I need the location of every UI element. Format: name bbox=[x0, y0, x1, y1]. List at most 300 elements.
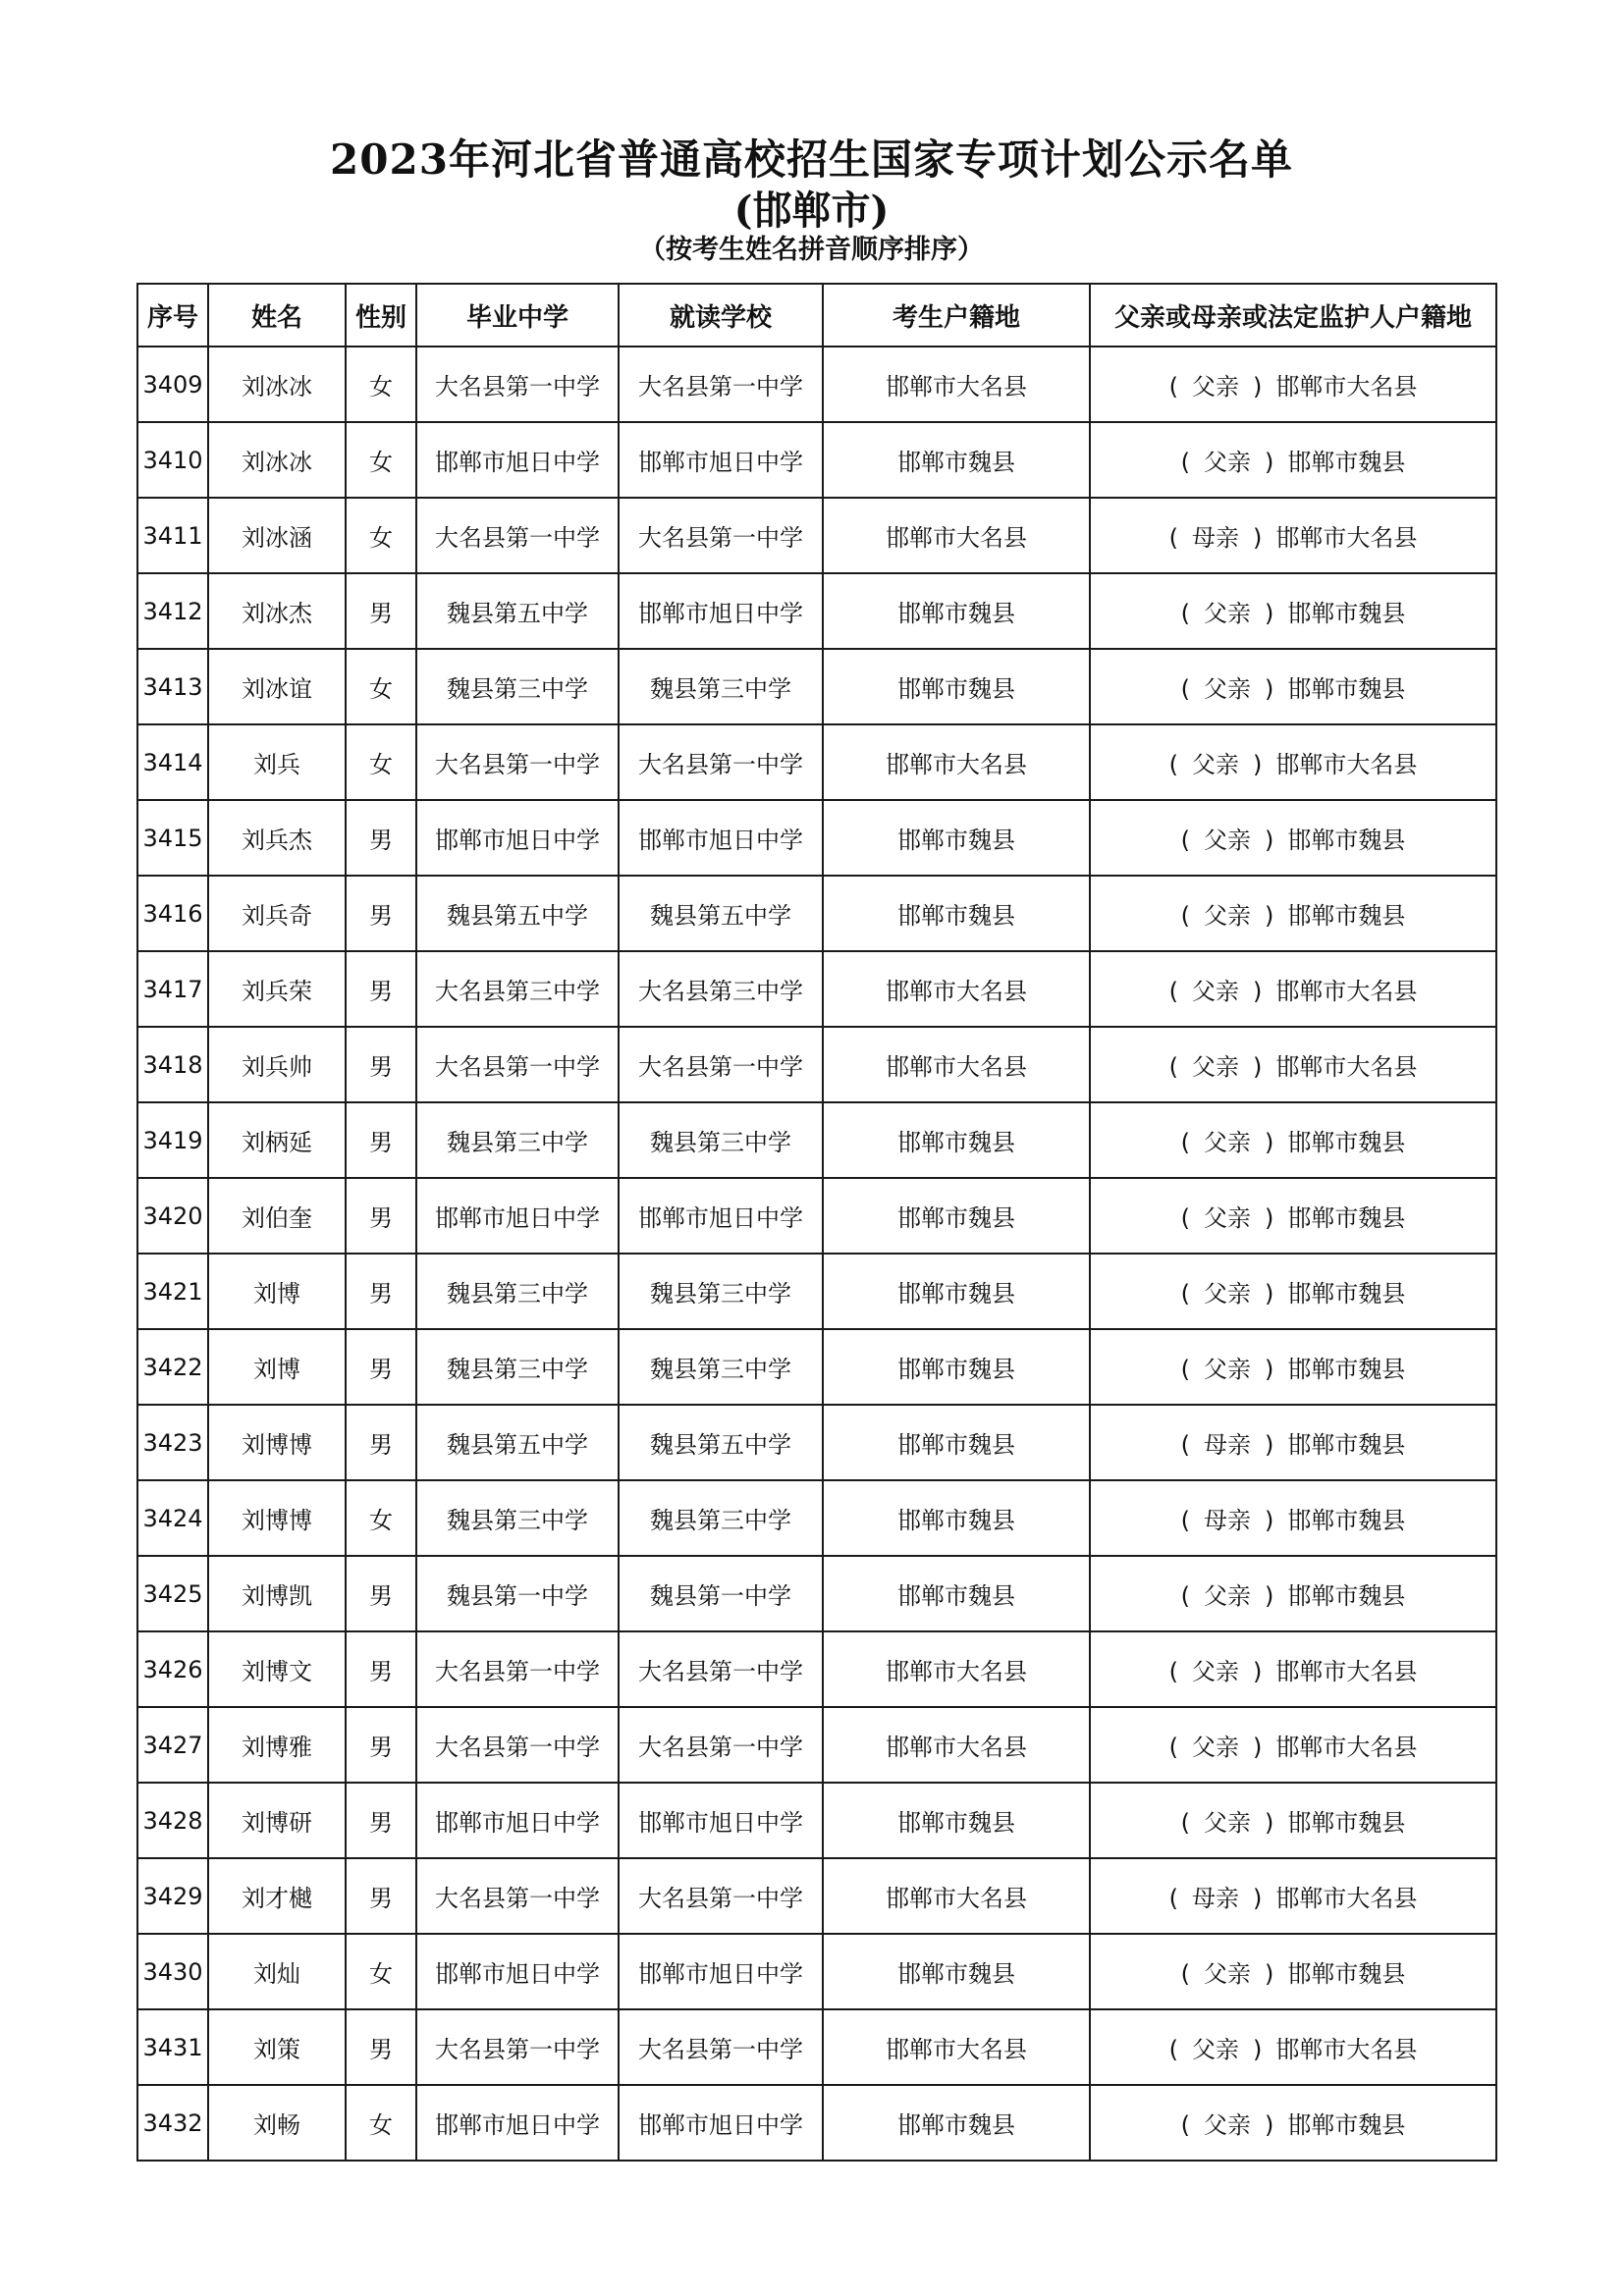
cell-gender: 男 bbox=[346, 1556, 416, 1631]
cell-gender: 男 bbox=[346, 1178, 416, 1254]
paren-close: ) bbox=[1265, 1204, 1274, 1232]
table-body bbox=[137, 347, 1496, 2161]
cell-gender: 女 bbox=[346, 498, 416, 573]
cell-grad-school: 大名县第一中学 bbox=[416, 347, 619, 422]
cell-hukou: 邯郸市魏县 bbox=[823, 1556, 1090, 1631]
cell-name: 刘才樾 bbox=[208, 1858, 346, 1934]
guardian-place: 邯郸市魏县 bbox=[1287, 902, 1406, 930]
cell-grad-school: 魏县第三中学 bbox=[416, 1329, 619, 1405]
guardian-relation: 父亲 bbox=[1204, 902, 1251, 930]
page-subtitle: (邯郸市) bbox=[733, 187, 890, 234]
paren-open: ( bbox=[1168, 1734, 1178, 1761]
cell-current-school: 魏县第三中学 bbox=[619, 1480, 823, 1556]
cell-guardian-hukou bbox=[1090, 649, 1496, 724]
guardian-place: 邯郸市魏县 bbox=[1287, 449, 1406, 476]
table-row bbox=[137, 422, 1496, 498]
cell-grad-school: 魏县第三中学 bbox=[416, 1480, 619, 1556]
cell-current-school: 大名县第一中学 bbox=[619, 347, 823, 422]
paren-open: ( bbox=[1180, 1204, 1190, 1232]
guardian-place: 邯郸市大名县 bbox=[1275, 524, 1418, 552]
cell-grad-school: 大名县第一中学 bbox=[416, 1707, 619, 1783]
cell-hukou: 邯郸市魏县 bbox=[823, 800, 1090, 876]
cell-grad-school: 大名县第一中学 bbox=[416, 724, 619, 800]
cell-grad-school: 魏县第三中学 bbox=[416, 649, 619, 724]
table-row bbox=[137, 2085, 1496, 2161]
cell-current-school: 魏县第三中学 bbox=[619, 1329, 823, 1405]
guardian-place: 邯郸市魏县 bbox=[1287, 1507, 1406, 1534]
table-row bbox=[137, 1707, 1496, 1783]
guardian-place: 邯郸市魏县 bbox=[1287, 1960, 1406, 1988]
paren-close: ) bbox=[1253, 751, 1263, 778]
paren-close: ) bbox=[1265, 1582, 1274, 1610]
cell-gender: 女 bbox=[346, 1934, 416, 2009]
guardian-relation: 父亲 bbox=[1192, 373, 1239, 400]
table-row bbox=[137, 876, 1496, 951]
cell-no: 3432 bbox=[137, 2085, 208, 2161]
table-row bbox=[137, 1480, 1496, 1556]
cell-name: 刘伯奎 bbox=[208, 1178, 346, 1254]
cell-gender: 女 bbox=[346, 649, 416, 724]
table-row bbox=[137, 649, 1496, 724]
table-row bbox=[137, 1027, 1496, 1102]
cell-name: 刘冰冰 bbox=[208, 347, 346, 422]
cell-name: 刘冰谊 bbox=[208, 649, 346, 724]
cell-name: 刘冰冰 bbox=[208, 422, 346, 498]
cell-current-school: 大名县第一中学 bbox=[619, 1631, 823, 1707]
cell-current-school: 邯郸市旭日中学 bbox=[619, 1783, 823, 1858]
cell-hukou: 邯郸市魏县 bbox=[823, 1178, 1090, 1254]
paren-close: ) bbox=[1265, 1507, 1274, 1534]
cell-no: 3411 bbox=[137, 498, 208, 573]
cell-hukou: 邯郸市魏县 bbox=[823, 422, 1090, 498]
guardian-place: 邯郸市魏县 bbox=[1287, 1809, 1406, 1837]
cell-grad-school: 邯郸市旭日中学 bbox=[416, 1783, 619, 1858]
cell-gender: 男 bbox=[346, 1102, 416, 1178]
cell-hukou: 邯郸市大名县 bbox=[823, 1707, 1090, 1783]
guardian-relation: 父亲 bbox=[1192, 1734, 1239, 1761]
guardian-relation: 母亲 bbox=[1192, 1885, 1239, 1912]
cell-current-school: 魏县第一中学 bbox=[619, 1556, 823, 1631]
guardian-relation: 父亲 bbox=[1192, 2036, 1239, 2063]
table-row bbox=[137, 498, 1496, 573]
paren-close: ) bbox=[1253, 1734, 1263, 1761]
table-row bbox=[137, 1934, 1496, 2009]
table-row bbox=[137, 1631, 1496, 1707]
guardian-place: 邯郸市魏县 bbox=[1287, 1431, 1406, 1459]
cell-current-school: 邯郸市旭日中学 bbox=[619, 1178, 823, 1254]
guardian-relation: 父亲 bbox=[1204, 1356, 1251, 1383]
guardian-relation: 父亲 bbox=[1192, 1053, 1239, 1081]
cell-guardian-hukou bbox=[1090, 498, 1496, 573]
cell-guardian-hukou bbox=[1090, 1178, 1496, 1254]
cell-guardian-hukou bbox=[1090, 1405, 1496, 1480]
cell-name: 刘博凯 bbox=[208, 1556, 346, 1631]
cell-no: 3422 bbox=[137, 1329, 208, 1405]
cell-hukou: 邯郸市魏县 bbox=[823, 1783, 1090, 1858]
cell-name: 刘博研 bbox=[208, 1783, 346, 1858]
paren-open: ( bbox=[1180, 1356, 1190, 1383]
cell-grad-school: 邯郸市旭日中学 bbox=[416, 800, 619, 876]
cell-current-school: 邯郸市旭日中学 bbox=[619, 1934, 823, 2009]
paren-close: ) bbox=[1253, 1053, 1263, 1081]
cell-name: 刘博博 bbox=[208, 1480, 346, 1556]
cell-current-school: 魏县第三中学 bbox=[619, 1102, 823, 1178]
cell-name: 刘灿 bbox=[208, 1934, 346, 2009]
cell-no: 3425 bbox=[137, 1556, 208, 1631]
cell-name: 刘博雅 bbox=[208, 1707, 346, 1783]
paren-open: ( bbox=[1180, 1129, 1190, 1156]
column-header-guardian-hukou: 父亲或母亲或法定监护人户籍地 bbox=[1090, 284, 1496, 347]
cell-grad-school: 魏县第三中学 bbox=[416, 1102, 619, 1178]
cell-gender: 男 bbox=[346, 573, 416, 649]
cell-grad-school: 魏县第三中学 bbox=[416, 1254, 619, 1329]
cell-current-school: 大名县第三中学 bbox=[619, 951, 823, 1027]
guardian-relation: 母亲 bbox=[1192, 524, 1239, 552]
table-row bbox=[137, 951, 1496, 1027]
paren-open: ( bbox=[1180, 1431, 1190, 1459]
guardian-place: 邯郸市大名县 bbox=[1275, 1734, 1418, 1761]
cell-grad-school: 魏县第五中学 bbox=[416, 573, 619, 649]
guardian-relation: 父亲 bbox=[1204, 1582, 1251, 1610]
cell-gender: 男 bbox=[346, 1631, 416, 1707]
paren-close: ) bbox=[1265, 902, 1274, 930]
cell-name: 刘博 bbox=[208, 1254, 346, 1329]
cell-hukou: 邯郸市大名县 bbox=[823, 1027, 1090, 1102]
cell-guardian-hukou bbox=[1090, 1934, 1496, 2009]
cell-grad-school: 大名县第三中学 bbox=[416, 951, 619, 1027]
cell-name: 刘兵奇 bbox=[208, 876, 346, 951]
cell-hukou: 邯郸市魏县 bbox=[823, 1329, 1090, 1405]
cell-guardian-hukou bbox=[1090, 876, 1496, 951]
guardian-relation: 父亲 bbox=[1192, 978, 1239, 1005]
cell-name: 刘柄延 bbox=[208, 1102, 346, 1178]
paren-open: ( bbox=[1180, 1507, 1190, 1534]
paren-close: ) bbox=[1253, 1658, 1263, 1685]
cell-name: 刘博博 bbox=[208, 1405, 346, 1480]
guardian-relation: 父亲 bbox=[1192, 1658, 1239, 1685]
cell-grad-school: 邯郸市旭日中学 bbox=[416, 2085, 619, 2161]
cell-name: 刘畅 bbox=[208, 2085, 346, 2161]
paren-open: ( bbox=[1168, 1885, 1178, 1912]
cell-hukou: 邯郸市魏县 bbox=[823, 1254, 1090, 1329]
column-header-grad-school: 毕业中学 bbox=[416, 284, 619, 347]
guardian-place: 邯郸市魏县 bbox=[1287, 2111, 1406, 2139]
cell-hukou: 邯郸市魏县 bbox=[823, 2085, 1090, 2161]
paren-close: ) bbox=[1253, 978, 1263, 1005]
cell-no: 3417 bbox=[137, 951, 208, 1027]
table-row bbox=[137, 1329, 1496, 1405]
table-row bbox=[137, 573, 1496, 649]
paren-open: ( bbox=[1180, 1960, 1190, 1988]
cell-current-school: 魏县第五中学 bbox=[619, 1405, 823, 1480]
paren-open: ( bbox=[1168, 1053, 1178, 1081]
paren-open: ( bbox=[1180, 675, 1190, 703]
cell-hukou: 邯郸市大名县 bbox=[823, 498, 1090, 573]
cell-name: 刘博文 bbox=[208, 1631, 346, 1707]
paren-close: ) bbox=[1265, 1356, 1274, 1383]
cell-grad-school: 大名县第一中学 bbox=[416, 1631, 619, 1707]
guardian-place: 邯郸市大名县 bbox=[1275, 1885, 1418, 1912]
guardian-place: 邯郸市魏县 bbox=[1287, 1356, 1406, 1383]
guardian-relation: 父亲 bbox=[1204, 827, 1251, 854]
table-row bbox=[137, 1556, 1496, 1631]
guardian-place: 邯郸市大名县 bbox=[1275, 978, 1418, 1005]
cell-guardian-hukou bbox=[1090, 1027, 1496, 1102]
cell-current-school: 魏县第三中学 bbox=[619, 1254, 823, 1329]
table-row bbox=[137, 347, 1496, 422]
cell-no: 3431 bbox=[137, 2009, 208, 2085]
cell-hukou: 邯郸市大名县 bbox=[823, 724, 1090, 800]
cell-current-school: 大名县第一中学 bbox=[619, 498, 823, 573]
cell-hukou: 邯郸市魏县 bbox=[823, 1102, 1090, 1178]
cell-guardian-hukou bbox=[1090, 800, 1496, 876]
guardian-relation: 父亲 bbox=[1204, 1960, 1251, 1988]
paren-close: ) bbox=[1253, 2036, 1263, 2063]
guardian-relation: 父亲 bbox=[1204, 2111, 1251, 2139]
cell-name: 刘兵 bbox=[208, 724, 346, 800]
paren-close: ) bbox=[1265, 2111, 1274, 2139]
table-row bbox=[137, 800, 1496, 876]
paren-close: ) bbox=[1265, 1431, 1274, 1459]
column-header-hukou: 考生户籍地 bbox=[823, 284, 1090, 347]
paren-open: ( bbox=[1180, 1280, 1190, 1308]
cell-no: 3409 bbox=[137, 347, 208, 422]
guardian-place: 邯郸市魏县 bbox=[1287, 1204, 1406, 1232]
guardian-place: 邯郸市大名县 bbox=[1275, 2036, 1418, 2063]
cell-no: 3418 bbox=[137, 1027, 208, 1102]
paren-open: ( bbox=[1180, 2111, 1190, 2139]
column-header-no: 序号 bbox=[137, 284, 208, 347]
table-row bbox=[137, 1858, 1496, 1934]
paren-close: ) bbox=[1253, 524, 1263, 552]
cell-grad-school: 大名县第一中学 bbox=[416, 498, 619, 573]
guardian-relation: 父亲 bbox=[1204, 1280, 1251, 1308]
cell-guardian-hukou bbox=[1090, 1480, 1496, 1556]
cell-current-school: 魏县第五中学 bbox=[619, 876, 823, 951]
cell-grad-school: 大名县第一中学 bbox=[416, 1027, 619, 1102]
paren-open: ( bbox=[1180, 902, 1190, 930]
cell-hukou: 邯郸市大名县 bbox=[823, 347, 1090, 422]
paren-close: ) bbox=[1265, 600, 1274, 627]
paren-open: ( bbox=[1180, 1582, 1190, 1610]
cell-guardian-hukou bbox=[1090, 1102, 1496, 1178]
paren-close: ) bbox=[1253, 1885, 1263, 1912]
paren-open: ( bbox=[1180, 449, 1190, 476]
cell-gender: 女 bbox=[346, 724, 416, 800]
cell-grad-school: 大名县第一中学 bbox=[416, 1858, 619, 1934]
cell-no: 3420 bbox=[137, 1178, 208, 1254]
paren-open: ( bbox=[1168, 373, 1178, 400]
cell-guardian-hukou bbox=[1090, 951, 1496, 1027]
guardian-relation: 母亲 bbox=[1204, 1431, 1251, 1459]
cell-current-school: 邯郸市旭日中学 bbox=[619, 800, 823, 876]
cell-grad-school: 邯郸市旭日中学 bbox=[416, 422, 619, 498]
cell-no: 3423 bbox=[137, 1405, 208, 1480]
guardian-place: 邯郸市魏县 bbox=[1287, 1129, 1406, 1156]
guardian-relation: 父亲 bbox=[1204, 1809, 1251, 1837]
cell-guardian-hukou bbox=[1090, 347, 1496, 422]
cell-no: 3413 bbox=[137, 649, 208, 724]
cell-hukou: 邯郸市大名县 bbox=[823, 951, 1090, 1027]
cell-current-school: 大名县第一中学 bbox=[619, 1707, 823, 1783]
cell-current-school: 魏县第三中学 bbox=[619, 649, 823, 724]
cell-guardian-hukou bbox=[1090, 1254, 1496, 1329]
cell-guardian-hukou bbox=[1090, 1707, 1496, 1783]
cell-gender: 女 bbox=[346, 347, 416, 422]
cell-grad-school: 大名县第一中学 bbox=[416, 2009, 619, 2085]
cell-grad-school: 魏县第一中学 bbox=[416, 1556, 619, 1631]
cell-no: 3430 bbox=[137, 1934, 208, 2009]
cell-guardian-hukou bbox=[1090, 573, 1496, 649]
cell-grad-school: 邯郸市旭日中学 bbox=[416, 1934, 619, 2009]
cell-name: 刘博 bbox=[208, 1329, 346, 1405]
cell-gender: 男 bbox=[346, 1329, 416, 1405]
cell-grad-school: 魏县第五中学 bbox=[416, 1405, 619, 1480]
cell-current-school: 邯郸市旭日中学 bbox=[619, 573, 823, 649]
cell-name: 刘兵荣 bbox=[208, 951, 346, 1027]
guardian-place: 邯郸市魏县 bbox=[1287, 675, 1406, 703]
paren-open: ( bbox=[1180, 600, 1190, 627]
sort-note: （按考生姓名拼音顺序排序） bbox=[639, 235, 984, 265]
guardian-place: 邯郸市大名县 bbox=[1275, 373, 1418, 400]
guardian-place: 邯郸市大名县 bbox=[1275, 1658, 1418, 1685]
cell-gender: 男 bbox=[346, 1707, 416, 1783]
cell-no: 3428 bbox=[137, 1783, 208, 1858]
column-header-name: 姓名 bbox=[208, 284, 346, 347]
guardian-place: 邯郸市魏县 bbox=[1287, 827, 1406, 854]
table-row bbox=[137, 724, 1496, 800]
guardian-relation: 父亲 bbox=[1204, 600, 1251, 627]
guardian-place: 邯郸市魏县 bbox=[1287, 1280, 1406, 1308]
cell-hukou: 邯郸市魏县 bbox=[823, 1934, 1090, 2009]
guardian-relation: 父亲 bbox=[1204, 1129, 1251, 1156]
paren-open: ( bbox=[1180, 1809, 1190, 1837]
cell-current-school: 邯郸市旭日中学 bbox=[619, 2085, 823, 2161]
cell-guardian-hukou bbox=[1090, 2085, 1496, 2161]
paren-open: ( bbox=[1168, 524, 1178, 552]
paren-close: ) bbox=[1265, 675, 1274, 703]
cell-no: 3427 bbox=[137, 1707, 208, 1783]
cell-gender: 女 bbox=[346, 1480, 416, 1556]
cell-gender: 男 bbox=[346, 1027, 416, 1102]
cell-name: 刘冰杰 bbox=[208, 573, 346, 649]
cell-no: 3421 bbox=[137, 1254, 208, 1329]
cell-guardian-hukou bbox=[1090, 422, 1496, 498]
paren-close: ) bbox=[1265, 449, 1274, 476]
roster-table bbox=[136, 283, 1497, 2162]
column-header-gender: 性别 bbox=[346, 284, 416, 347]
paren-open: ( bbox=[1168, 2036, 1178, 2063]
cell-guardian-hukou bbox=[1090, 1329, 1496, 1405]
guardian-relation: 父亲 bbox=[1192, 751, 1239, 778]
cell-name: 刘兵帅 bbox=[208, 1027, 346, 1102]
cell-guardian-hukou bbox=[1090, 724, 1496, 800]
cell-hukou: 邯郸市魏县 bbox=[823, 1480, 1090, 1556]
page-title: 2023年河北省普通高校招生国家专项计划公示名单 bbox=[330, 135, 1293, 184]
cell-hukou: 邯郸市魏县 bbox=[823, 876, 1090, 951]
cell-no: 3415 bbox=[137, 800, 208, 876]
cell-guardian-hukou bbox=[1090, 1631, 1496, 1707]
cell-no: 3414 bbox=[137, 724, 208, 800]
cell-gender: 女 bbox=[346, 422, 416, 498]
cell-current-school: 邯郸市旭日中学 bbox=[619, 422, 823, 498]
table-row bbox=[137, 1783, 1496, 1858]
cell-grad-school: 魏县第五中学 bbox=[416, 876, 619, 951]
table-row bbox=[137, 1178, 1496, 1254]
cell-grad-school: 邯郸市旭日中学 bbox=[416, 1178, 619, 1254]
cell-guardian-hukou bbox=[1090, 1556, 1496, 1631]
guardian-place: 邯郸市大名县 bbox=[1275, 751, 1418, 778]
table-row bbox=[137, 1405, 1496, 1480]
cell-gender: 男 bbox=[346, 1858, 416, 1934]
cell-guardian-hukou bbox=[1090, 1783, 1496, 1858]
cell-hukou: 邯郸市魏县 bbox=[823, 649, 1090, 724]
paren-close: ) bbox=[1265, 827, 1274, 854]
cell-gender: 男 bbox=[346, 951, 416, 1027]
cell-no: 3416 bbox=[137, 876, 208, 951]
paren-open: ( bbox=[1168, 1658, 1178, 1685]
cell-gender: 男 bbox=[346, 800, 416, 876]
paren-close: ) bbox=[1265, 1129, 1274, 1156]
cell-hukou: 邯郸市大名县 bbox=[823, 2009, 1090, 2085]
guardian-place: 邯郸市魏县 bbox=[1287, 600, 1406, 627]
cell-gender: 女 bbox=[346, 2085, 416, 2161]
cell-hukou: 邯郸市大名县 bbox=[823, 1858, 1090, 1934]
cell-current-school: 大名县第一中学 bbox=[619, 2009, 823, 2085]
cell-no: 3426 bbox=[137, 1631, 208, 1707]
cell-hukou: 邯郸市魏县 bbox=[823, 1405, 1090, 1480]
cell-current-school: 大名县第一中学 bbox=[619, 1858, 823, 1934]
paren-open: ( bbox=[1168, 751, 1178, 778]
cell-no: 3419 bbox=[137, 1102, 208, 1178]
guardian-relation: 父亲 bbox=[1204, 1204, 1251, 1232]
paren-close: ) bbox=[1265, 1280, 1274, 1308]
cell-hukou: 邯郸市大名县 bbox=[823, 1631, 1090, 1707]
table-row bbox=[137, 1254, 1496, 1329]
cell-gender: 男 bbox=[346, 1254, 416, 1329]
guardian-place: 邯郸市魏县 bbox=[1287, 1582, 1406, 1610]
cell-name: 刘兵杰 bbox=[208, 800, 346, 876]
cell-no: 3424 bbox=[137, 1480, 208, 1556]
cell-gender: 男 bbox=[346, 1405, 416, 1480]
cell-name: 刘冰涵 bbox=[208, 498, 346, 573]
cell-gender: 男 bbox=[346, 1783, 416, 1858]
guardian-place: 邯郸市大名县 bbox=[1275, 1053, 1418, 1081]
guardian-relation: 父亲 bbox=[1204, 675, 1251, 703]
cell-guardian-hukou bbox=[1090, 2009, 1496, 2085]
cell-gender: 男 bbox=[346, 876, 416, 951]
column-header-current-school: 就读学校 bbox=[619, 284, 823, 347]
cell-guardian-hukou bbox=[1090, 1858, 1496, 1934]
cell-no: 3410 bbox=[137, 422, 208, 498]
paren-close: ) bbox=[1265, 1809, 1274, 1837]
paren-close: ) bbox=[1265, 1960, 1274, 1988]
paren-close: ) bbox=[1253, 373, 1263, 400]
table-row bbox=[137, 1102, 1496, 1178]
cell-hukou: 邯郸市魏县 bbox=[823, 573, 1090, 649]
cell-no: 3429 bbox=[137, 1858, 208, 1934]
cell-name: 刘策 bbox=[208, 2009, 346, 2085]
cell-current-school: 大名县第一中学 bbox=[619, 1027, 823, 1102]
cell-gender: 男 bbox=[346, 2009, 416, 2085]
guardian-relation: 母亲 bbox=[1204, 1507, 1251, 1534]
paren-open: ( bbox=[1168, 978, 1178, 1005]
table-row bbox=[137, 2009, 1496, 2085]
table-header-row bbox=[137, 284, 1496, 347]
cell-current-school: 大名县第一中学 bbox=[619, 724, 823, 800]
cell-no: 3412 bbox=[137, 573, 208, 649]
guardian-relation: 父亲 bbox=[1204, 449, 1251, 476]
